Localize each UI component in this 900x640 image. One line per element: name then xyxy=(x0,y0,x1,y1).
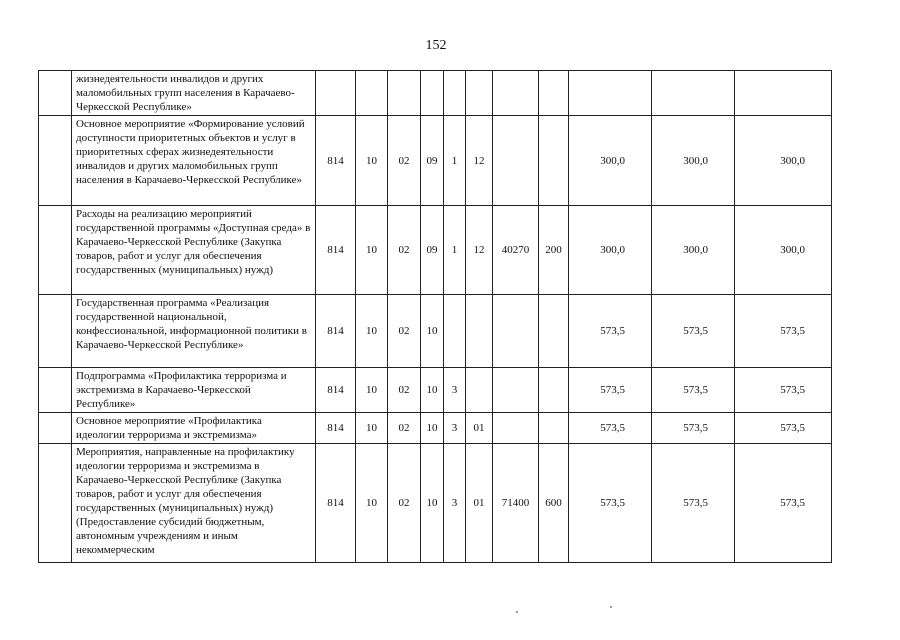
cell-event: 12 xyxy=(466,206,493,295)
cell-direction: 71400 xyxy=(493,444,539,563)
cell-ministry: 814 xyxy=(316,413,356,444)
cell-ministry xyxy=(316,71,356,116)
cell-direction: 40270 xyxy=(493,206,539,295)
cell-description: Государственная программа «Реализация государственной национальной, конфессиональной, информационной политики в Карачаево-Черкесской Республике» xyxy=(72,295,316,368)
cell-index xyxy=(39,368,72,413)
page-number: 152 xyxy=(425,38,447,53)
table-row xyxy=(39,295,832,368)
cell-section: 10 xyxy=(356,413,388,444)
cell-program xyxy=(421,71,444,116)
table-row xyxy=(39,444,832,563)
cell-program: 10 xyxy=(421,444,444,563)
cell-subprogram: 3 xyxy=(444,413,466,444)
cell-amount-1: 573,5 xyxy=(569,444,652,563)
cell-amount-2: 573,5 xyxy=(652,368,735,413)
cell-section xyxy=(356,71,388,116)
cell-description: Расходы на реализацию мероприятий государственной программы «Доступная среда» в Карачаево-Черкесской Республике (Закупка товаров, работ и услуг для обеспечения государственных (муниципальных) нужд) xyxy=(72,206,316,295)
cell-amount-2: 573,5 xyxy=(652,295,735,368)
cell-event xyxy=(466,71,493,116)
scan-speck xyxy=(610,606,612,608)
cell-index xyxy=(39,71,72,116)
table-row xyxy=(39,116,832,206)
cell-subprogram: 3 xyxy=(444,368,466,413)
cell-subprogram xyxy=(444,295,466,368)
cell-direction xyxy=(493,368,539,413)
cell-expense-type: 600 xyxy=(539,444,569,563)
cell-direction xyxy=(493,413,539,444)
budget-table xyxy=(38,70,832,563)
cell-expense-type xyxy=(539,116,569,206)
cell-subsection: 02 xyxy=(388,413,421,444)
cell-amount-3: 300,0 xyxy=(735,206,832,295)
cell-description: Основное мероприятие «Формирование условий доступности приоритетных объектов и услуг в приоритетных сферах жизнедеятельности инвалидов и других маломобильных групп населения в Карачаево-Черкесской Республике» xyxy=(72,116,316,206)
cell-program: 09 xyxy=(421,116,444,206)
cell-amount-3: 300,0 xyxy=(735,116,832,206)
cell-program: 10 xyxy=(421,295,444,368)
cell-expense-type xyxy=(539,368,569,413)
cell-program: 10 xyxy=(421,368,444,413)
table-row xyxy=(39,368,832,413)
cell-index xyxy=(39,116,72,206)
cell-expense-type: 200 xyxy=(539,206,569,295)
cell-amount-2: 573,5 xyxy=(652,413,735,444)
cell-description: жизнедеятельности инвалидов и других маломобильных групп населения в Карачаево-Черкесской Республике» xyxy=(72,71,316,116)
table-row xyxy=(39,206,832,295)
cell-amount-3: 573,5 xyxy=(735,368,832,413)
cell-amount-1: 573,5 xyxy=(569,368,652,413)
cell-expense-type xyxy=(539,295,569,368)
cell-direction xyxy=(493,71,539,116)
cell-description: Подпрограмма «Профилактика терроризма и экстремизма в Карачаево-Черкесской Республике» xyxy=(72,368,316,413)
cell-direction xyxy=(493,295,539,368)
cell-subprogram xyxy=(444,71,466,116)
cell-amount-3: 573,5 xyxy=(735,295,832,368)
cell-amount-3 xyxy=(735,71,832,116)
cell-amount-1 xyxy=(569,71,652,116)
cell-amount-2: 300,0 xyxy=(652,206,735,295)
cell-amount-1: 573,5 xyxy=(569,413,652,444)
cell-program: 10 xyxy=(421,413,444,444)
cell-amount-1: 300,0 xyxy=(569,116,652,206)
cell-amount-2: 573,5 xyxy=(652,444,735,563)
cell-subsection xyxy=(388,71,421,116)
cell-ministry: 814 xyxy=(316,444,356,563)
cell-subsection: 02 xyxy=(388,444,421,563)
cell-amount-1: 300,0 xyxy=(569,206,652,295)
cell-event: 01 xyxy=(466,413,493,444)
cell-ministry: 814 xyxy=(316,295,356,368)
cell-ministry: 814 xyxy=(316,206,356,295)
cell-amount-3: 573,5 xyxy=(735,413,832,444)
cell-event: 12 xyxy=(466,116,493,206)
cell-expense-type xyxy=(539,413,569,444)
cell-amount-2 xyxy=(652,71,735,116)
cell-amount-1: 573,5 xyxy=(569,295,652,368)
cell-subprogram: 1 xyxy=(444,116,466,206)
cell-section: 10 xyxy=(356,444,388,563)
cell-amount-2: 300,0 xyxy=(652,116,735,206)
cell-section: 10 xyxy=(356,206,388,295)
cell-index xyxy=(39,295,72,368)
cell-section: 10 xyxy=(356,295,388,368)
scan-speck xyxy=(516,611,518,613)
table-row xyxy=(39,71,832,116)
cell-event: 01 xyxy=(466,444,493,563)
cell-subsection: 02 xyxy=(388,206,421,295)
cell-subprogram: 1 xyxy=(444,206,466,295)
cell-section: 10 xyxy=(356,116,388,206)
table-row xyxy=(39,413,832,444)
cell-description: Основное мероприятие «Профилактика идеологии терроризма и экстремизма» xyxy=(72,413,316,444)
cell-index xyxy=(39,206,72,295)
cell-subsection: 02 xyxy=(388,295,421,368)
cell-event xyxy=(466,295,493,368)
cell-index xyxy=(39,444,72,563)
cell-subsection: 02 xyxy=(388,116,421,206)
cell-expense-type xyxy=(539,71,569,116)
cell-index xyxy=(39,413,72,444)
cell-ministry: 814 xyxy=(316,116,356,206)
cell-ministry: 814 xyxy=(316,368,356,413)
cell-event xyxy=(466,368,493,413)
cell-subsection: 02 xyxy=(388,368,421,413)
cell-section: 10 xyxy=(356,368,388,413)
cell-direction xyxy=(493,116,539,206)
cell-description: Мероприятия, направленные на профилактику идеологии терроризма и экстремизма в Карачаево-Черкесской Республике (Закупка товаров, работ и услуг для обеспечения государственных (муниципальных) нужд) (Предоставление субсидий бюджетным, автономным учреждениям и иным некоммерческим xyxy=(72,444,316,563)
cell-amount-3: 573,5 xyxy=(735,444,832,563)
cell-subprogram: 3 xyxy=(444,444,466,563)
cell-program: 09 xyxy=(421,206,444,295)
